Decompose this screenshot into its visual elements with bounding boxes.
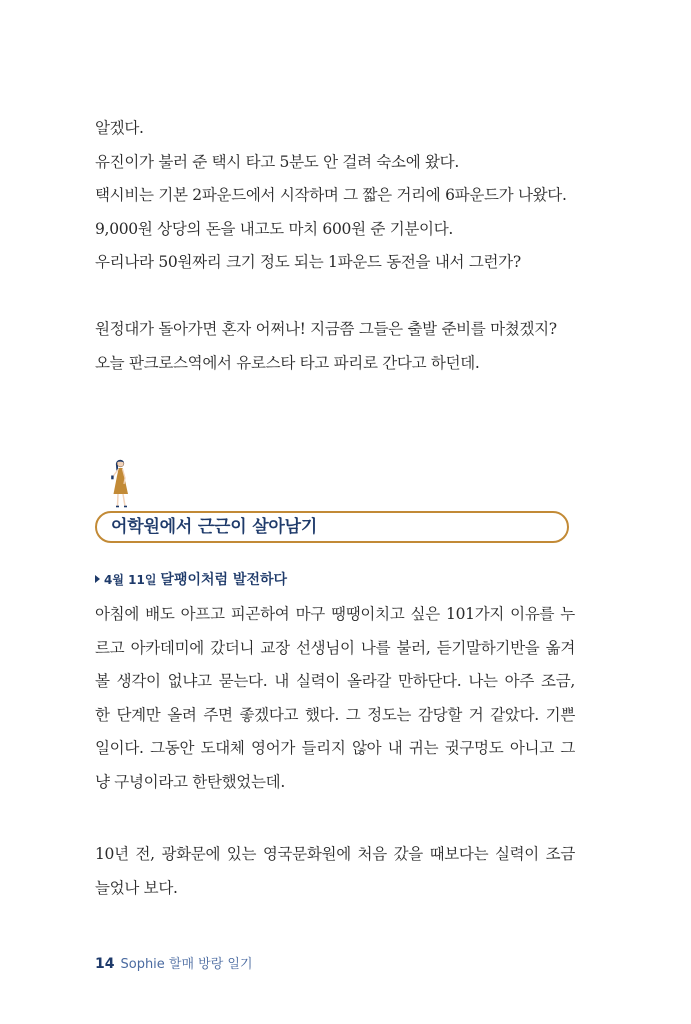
- text-line: 유진이가 불러 준 택시 타고 5분도 안 걸려 숙소에 왔다.: [95, 152, 459, 171]
- triangle-bullet-icon: [95, 575, 100, 583]
- text-line: 오늘 판크로스역에서 유로스타 타고 파리로 간다고 하던데.: [95, 353, 480, 372]
- running-book-title: Sophie 할매 방랑 일기: [120, 957, 253, 972]
- paragraph-progress: [95, 838, 575, 905]
- text-line: 볼 생각이 없냐고 묻는다. 내 실력이 올라갈 만하단다. 나는 아주 조금,: [95, 672, 575, 690]
- text-line: 르고 아카데미에 갔더니 교장 선생님이 나를 불러, 듣기말하기반을 옮겨: [95, 638, 575, 657]
- page-number: 14: [95, 956, 115, 972]
- text-line: 한 단계만 올려 주면 좋겠다고 했다. 그 정도는 감당할 거 같았다. 기쁜: [95, 705, 575, 724]
- paragraph-expedition: [95, 313, 575, 380]
- section-heading-box: [95, 511, 569, 543]
- section-title: 어학원에서 근근이 살아남기: [111, 517, 318, 537]
- entry-date: 4월 11일: [104, 573, 157, 587]
- text-line: 택시비는 기본 2파운드에서 시작하며 그 짧은 거리에 6파운드가 나왔다.: [95, 186, 567, 204]
- entry-header: [95, 569, 287, 589]
- text-line: 10년 전, 광화문에 있는 영국문화원에 처음 갔을 때보다는 실력이 조금: [95, 845, 575, 863]
- page-footer: [95, 953, 253, 973]
- text-line: 알겠다.: [95, 119, 144, 137]
- text-line: 우리나라 50원짜리 크기 정도 되는 1파운드 동전을 내서 그런가?: [95, 253, 521, 271]
- text-line: 늘었나 보다.: [95, 878, 178, 897]
- text-line: 일이다. 그동안 도대체 영어가 들리지 않아 내 귀는 귓구멍도 아니고 그: [95, 739, 575, 757]
- woman-with-phone-icon: [106, 456, 136, 512]
- paragraph-academy: [95, 598, 575, 799]
- text-line: 9,000원 상당의 돈을 내고도 마치 600원 준 기분이다.: [95, 219, 454, 238]
- text-line: 냥 구녕이라고 한탄했었는데.: [95, 772, 285, 791]
- paragraph-arrival: [95, 112, 575, 280]
- entry-title: 달팽이처럼 발전하다: [160, 572, 288, 588]
- text-line: 아침에 배도 아프고 피곤하여 마구 땡땡이치고 싶은 101가지 이유를 누: [95, 605, 575, 623]
- text-line: 원정대가 돌아가면 혼자 어쩌나! 지금쯤 그들은 출발 준비를 마쳤겠지?: [95, 320, 557, 338]
